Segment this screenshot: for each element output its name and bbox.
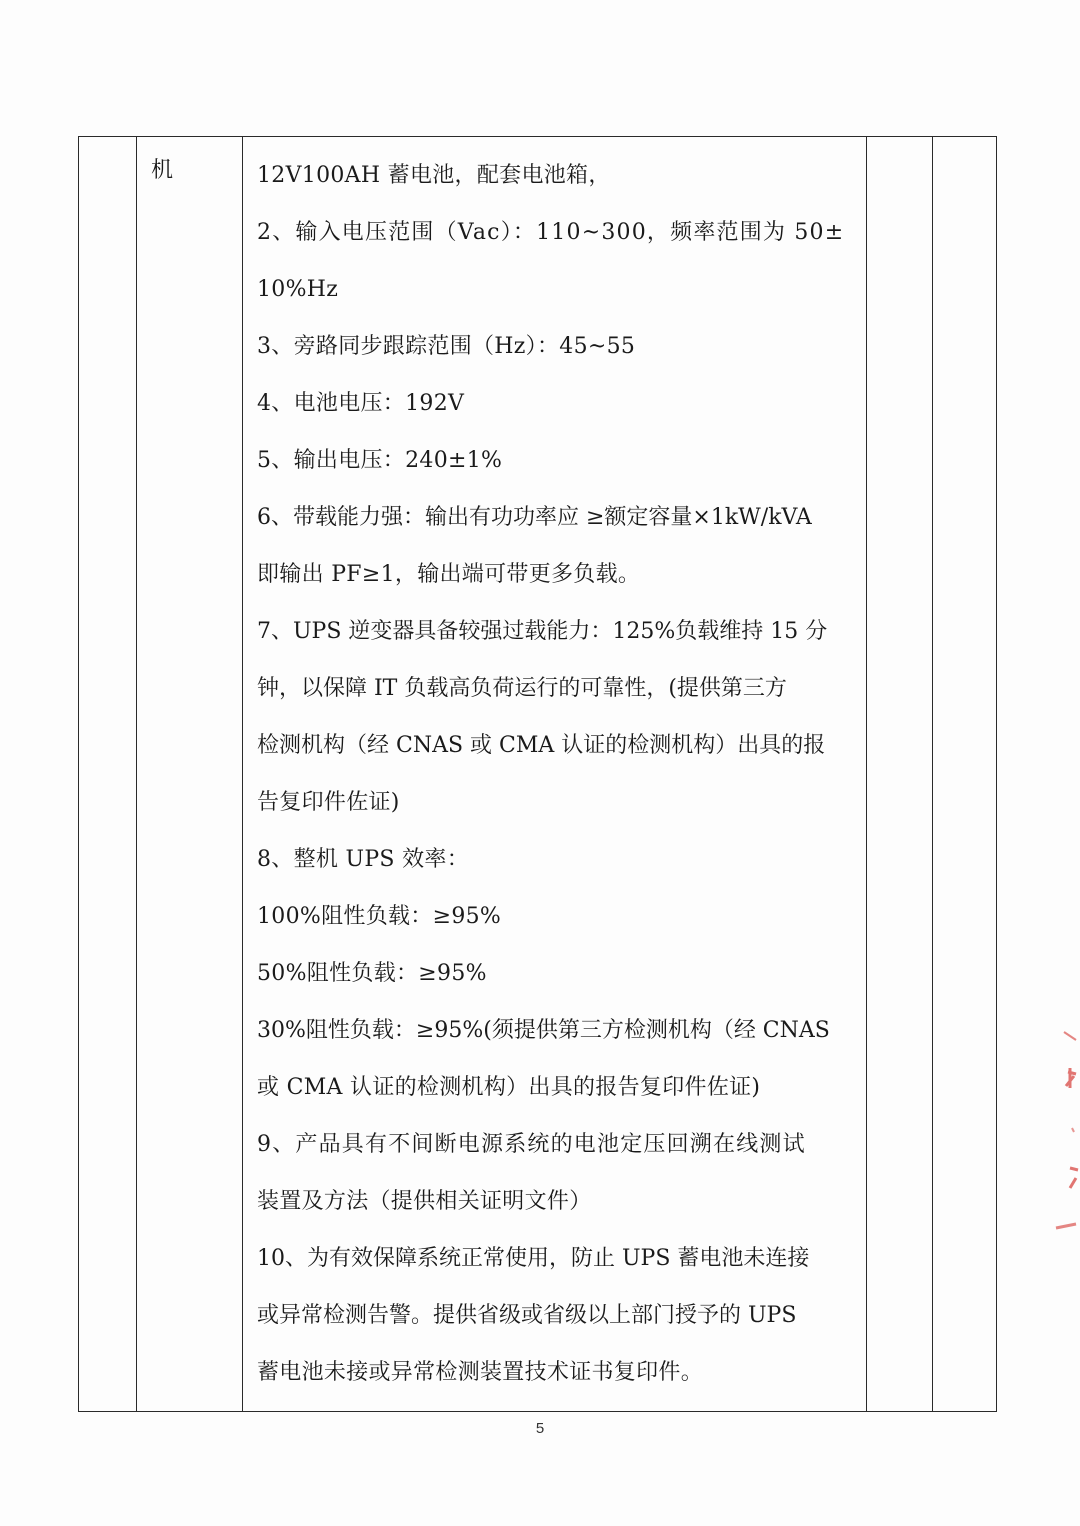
item-name-cell xyxy=(137,137,243,1412)
empty-cell xyxy=(933,137,997,1412)
spec-line: 或异常检测告警。提供省级或省级以上部门授予的 UPS xyxy=(257,1303,797,1328)
spec-table xyxy=(78,136,997,1412)
spec-line: 10%Hz xyxy=(257,277,339,302)
table-row xyxy=(79,137,997,1412)
spec-content-cell xyxy=(243,137,867,1412)
item-name: 机 xyxy=(151,158,174,183)
spec-line: 3、旁路同步跟踪范围（Hz）：45~55 xyxy=(257,334,636,359)
seal-stamp-fragment xyxy=(1050,1028,1080,1248)
spec-line: 7、UPS 逆变器具备较强过载能力：125%负载维持 15 分 xyxy=(257,619,828,644)
index-cell xyxy=(79,137,137,1412)
spec-line: 2、输入电压范围（Vac）：110~300，频率范围为 50± xyxy=(257,220,845,245)
spec-line: 100%阻性负载：≥95% xyxy=(257,904,502,929)
spec-line: 10、为有效保障系统正常使用，防止 UPS 蓄电池未连接 xyxy=(257,1246,810,1271)
spec-line: 8、整机 UPS 效率： xyxy=(257,847,469,872)
spec-line: 30%阻性负载：≥95%(须提供第三方检测机构（经 CNAS xyxy=(257,1018,830,1043)
spec-line: 4、电池电压：192V xyxy=(257,391,465,416)
spec-line: 12V100AH 蓄电池，配套电池箱， xyxy=(257,163,611,188)
spec-line: 检测机构（经 CNAS 或 CMA 认证的检测机构）出具的报 xyxy=(257,733,826,758)
spec-line: 蓄电池未接或异常检测装置技术证书复印件。 xyxy=(257,1360,704,1385)
spec-line: 即输出 PF≥1，输出端可带更多负载。 xyxy=(257,562,641,587)
spec-line: 9、产品具有不间断电源系统的电池定压回溯在线测试 xyxy=(257,1132,806,1157)
spec-line: 告复印件佐证) xyxy=(257,790,400,815)
spec-line: 钟，以保障 IT 负载高负荷运行的可靠性，(提供第三方 xyxy=(257,676,787,701)
spec-line: 6、带载能力强：输出有功功率应 ≥额定容量×1kW/kVA xyxy=(257,505,812,530)
spec-line: 50%阻性负载：≥95% xyxy=(257,961,487,986)
page-number: 5 xyxy=(535,1420,545,1437)
spec-line: 装置及方法（提供相关证明文件） xyxy=(257,1189,592,1214)
spec-line: 或 CMA 认证的检测机构）出具的报告复印件佐证) xyxy=(257,1075,761,1100)
spec-line: 5、输出电压：240±1% xyxy=(257,448,503,473)
empty-cell xyxy=(867,137,933,1412)
